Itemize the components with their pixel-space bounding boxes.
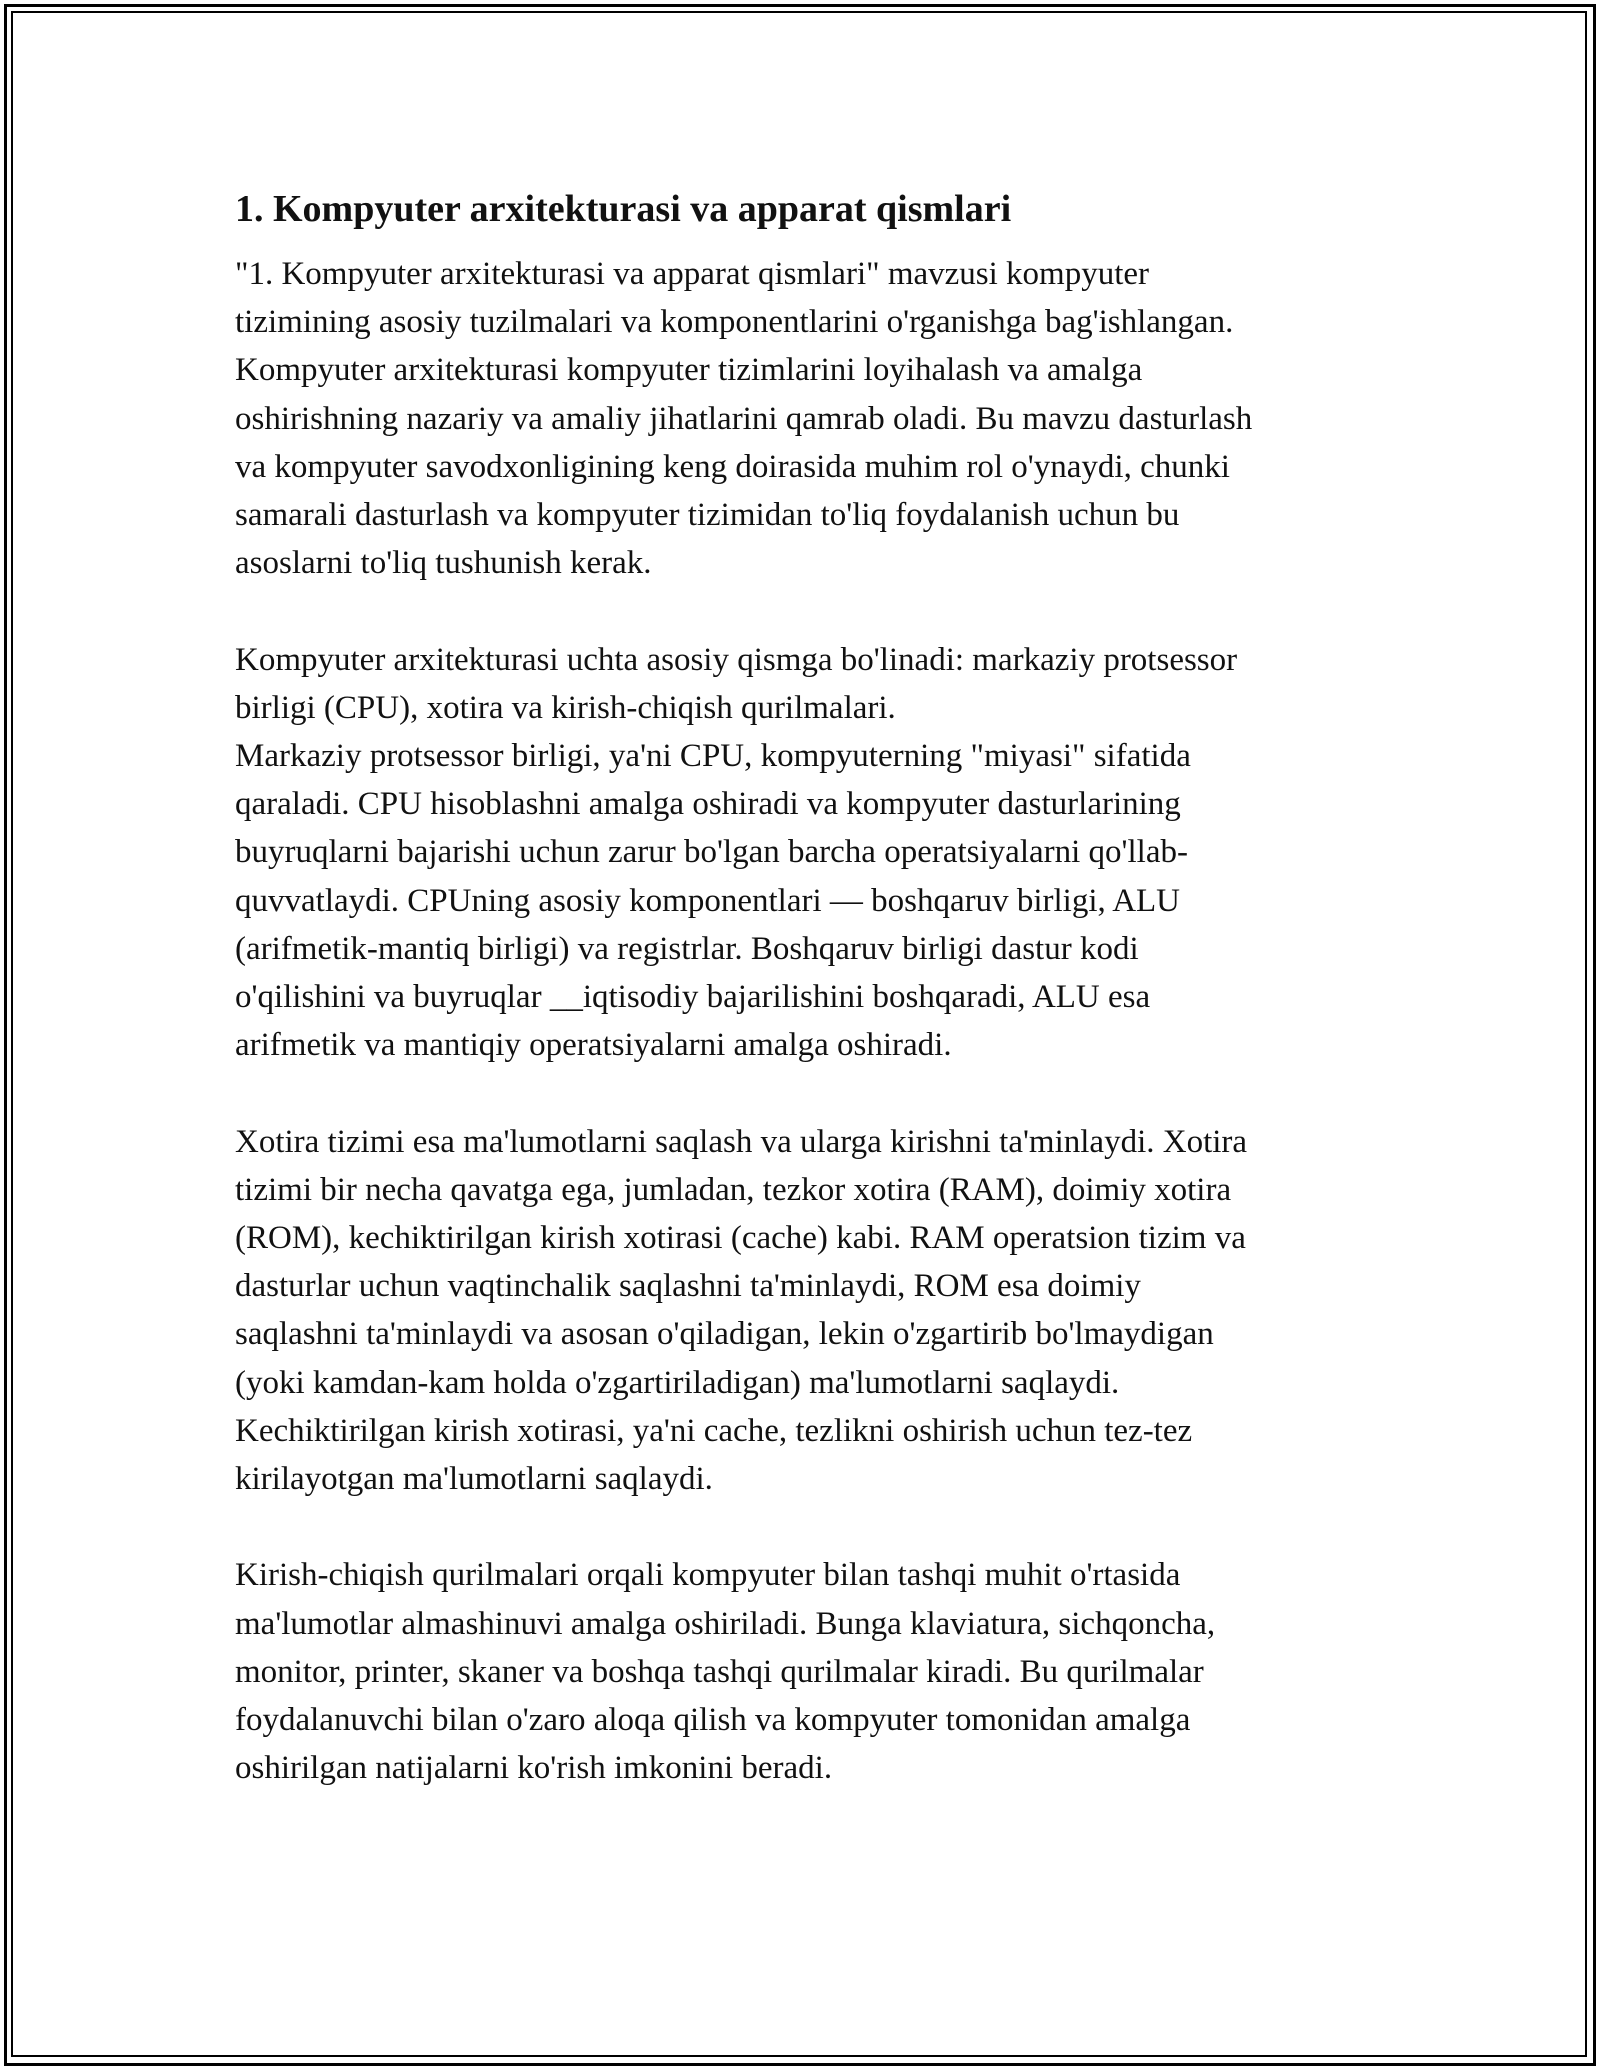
document-body (235, 186, 1385, 1841)
document-title: 1. Kompyuter arxitekturasi va apparat qismlari (235, 188, 1012, 230)
paragraph-memory: Xotira tizimi esa ma'lumotlarni saqlash va ularga kirishni ta'minlaydi. Xotira tizimi bir necha qavatga ega, jumladan, tezkor xotira (RAM), doimiy xotira (ROM), kechiktirilgan kirish xotirasi (cache) kabi. RAM operatsion tizim va dasturlar uchun vaqtinchalik saqlashni ta'minlaydi, ROM esa doimiy saqlashni ta'minlaydi va asosan o'qiladigan, lekin o'zgartirib bo'lmaydigan (yoki kamdan-kam holda o'zgartiriladigan) ma'lumotlarni saqlaydi. Kechiktirilgan kirish xotirasi, ya'ni cache, tezlikni oshirish uchun tez-tez kirilayotgan ma'lumotlarni saqlaydi. (235, 1123, 1248, 1498)
paragraph-intro: "1. Kompyuter arxitekturasi va apparat qismlari" mavzusi kompyuter tizimining asosiy tuzilmalari va komponentlarini o'rganishga bag'ishlangan. Kompyuter arxitekturasi kompyuter tizimlarini loyihalash va amalga oshirishning nazariy va amaliy jihatlarini qamrab oladi. Bu mavzu dasturlash va kompyuter savodxonligining keng doirasida muhim rol o'ynaydi, chunki samarali dasturlash va kompyuter tizimidan to'liq foydalanish uchun bu asoslarni to'liq tushunish kerak. (235, 256, 1253, 582)
paragraph-io-devices: Kirish-chiqish qurilmalari orqali kompyuter bilan tashqi muhit o'rtasida ma'lumotlar almashinuvi amalga oshiriladi. Bunga klaviatura, sichqoncha, monitor, printer, skaner va boshqa tashqi qurilmalar kiradi. Bu qurilmalar foydalanuvchi bilan o'zaro aloqa qilish va kompyuter tomonidan amalga oshirilgan natijalarni ko'rish imkonini beradi. (235, 1557, 1216, 1787)
paragraph-cpu: Kompyuter arxitekturasi uchta asosiy qismga bo'linadi: markaziy protsessor birligi (CPU), xotira va kirish-chiqish qurilmalari. Markaziy protsessor birligi, ya'ni CPU, kompyuterning "miyasi" sifatida qaraladi. CPU hisoblashni amalga oshiradi va kompyuter dasturlarining buyruqlarni bajarishi uchun zarur bo'lgan barcha operatsiyalarni qo'llab- quvvatlaydi. CPUning asosiy komponentlari — boshqaruv birligi, ALU (arifmetik-mantiq birligi) va registrlar. Boshqaruv birligi dastur kodi o'qilishini va buyruqlar __iqtisodiy bajarilishini boshqaradi, ALU esa arifmetik va mantiqiy operatsiyalarni amalga oshiradi. (235, 641, 1238, 1064)
